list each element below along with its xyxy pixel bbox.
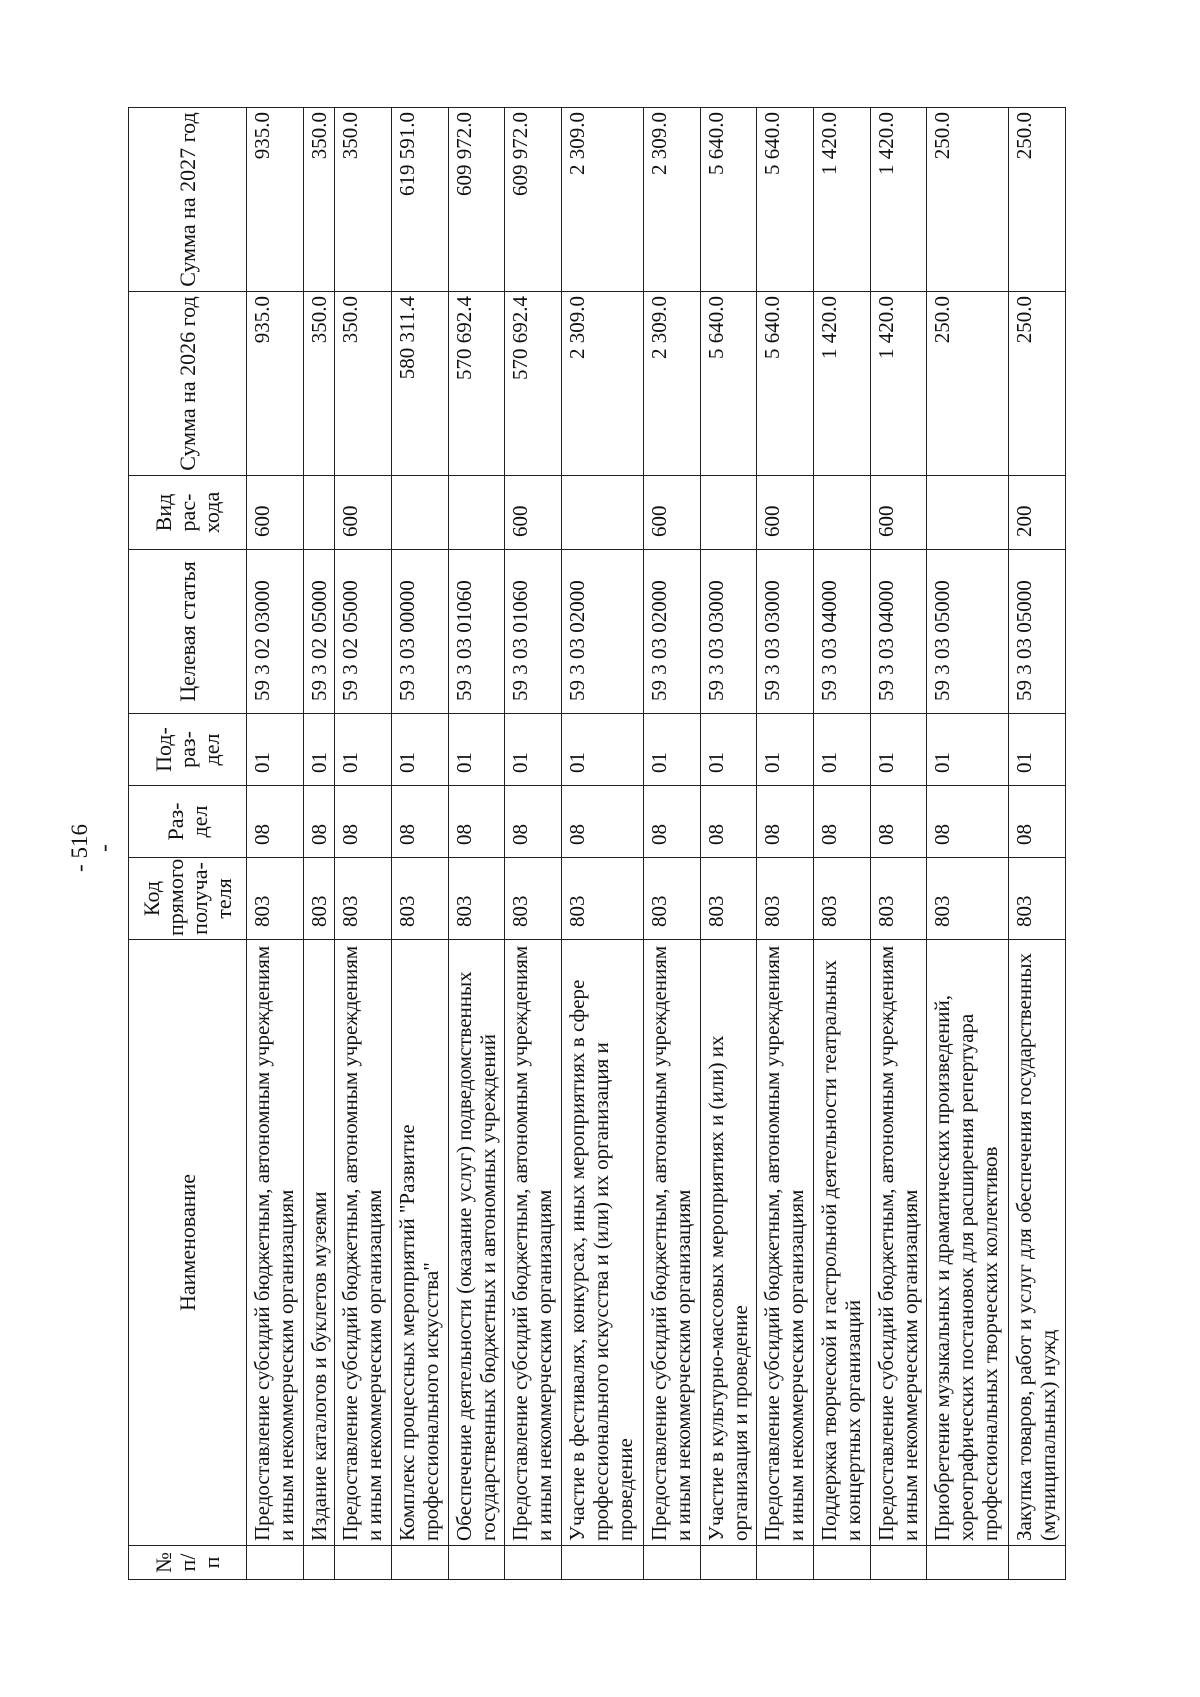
cell-vid	[303, 476, 335, 550]
cell-name: Предоставление субсидий бюджетным, автономным учреждениям и иным некоммерческим организациям	[643, 940, 700, 1546]
cell-name: Предоставление субсидий бюджетным, автономным учреждениям и иным некоммерческим организациям	[870, 940, 927, 1546]
cell-vid: 600	[335, 476, 392, 550]
cell-sum2027: 1 420.0	[870, 108, 927, 292]
cell-code: 803	[643, 858, 700, 940]
cell-vid	[561, 476, 643, 550]
header-sum2027: Сумма на 2027 год	[129, 108, 247, 292]
cell-tselevaya: 59 3 03 05000	[1009, 550, 1066, 714]
cell-vid	[700, 476, 757, 550]
cell-vid	[927, 476, 1009, 550]
table-row	[448, 108, 505, 1580]
table-row	[700, 108, 757, 1580]
cell-name: Поддержка творческой и гастрольной деятельности театральных и концертных организаций	[813, 940, 870, 1546]
cell-sum2026: 250.0	[1009, 292, 1066, 476]
budget-table-rotated	[128, 108, 1066, 1580]
cell-razdel: 08	[391, 786, 448, 858]
table-row	[303, 108, 335, 1580]
cell-vid: 200	[1009, 476, 1066, 550]
cell-code: 803	[505, 858, 562, 940]
cell-num	[813, 1546, 870, 1580]
cell-tselevaya: 59 3 03 03000	[700, 550, 757, 714]
cell-vid	[391, 476, 448, 550]
cell-podrazdel: 01	[247, 714, 304, 786]
cell-sum2027: 5 640.0	[700, 108, 757, 292]
cell-razdel: 08	[505, 786, 562, 858]
cell-sum2027: 609 972.0	[448, 108, 505, 292]
budget-table	[128, 107, 1066, 1580]
cell-podrazdel: 01	[1009, 714, 1066, 786]
cell-podrazdel: 01	[448, 714, 505, 786]
cell-num	[757, 1546, 814, 1580]
cell-sum2026: 5 640.0	[757, 292, 814, 476]
cell-sum2026: 935.0	[247, 292, 304, 476]
cell-code: 803	[870, 858, 927, 940]
cell-sum2026: 2 309.0	[643, 292, 700, 476]
cell-sum2027: 2 309.0	[643, 108, 700, 292]
cell-num	[303, 1546, 335, 1580]
cell-name: Предоставление субсидий бюджетным, автономным учреждениям и иным некоммерческим организациям	[757, 940, 814, 1546]
cell-podrazdel: 01	[927, 714, 1009, 786]
cell-code: 803	[335, 858, 392, 940]
cell-tselevaya: 59 3 03 02000	[643, 550, 700, 714]
cell-vid: 600	[870, 476, 927, 550]
cell-num	[870, 1546, 927, 1580]
header-sum2026: Сумма на 2026 год	[129, 292, 247, 476]
cell-razdel: 08	[643, 786, 700, 858]
table-row	[247, 108, 304, 1580]
table-row	[561, 108, 643, 1580]
header-razdel: Раз-дел	[129, 786, 247, 858]
cell-num	[700, 1546, 757, 1580]
cell-sum2027: 2 309.0	[561, 108, 643, 292]
cell-sum2027: 1 420.0	[813, 108, 870, 292]
cell-tselevaya: 59 3 02 05000	[303, 550, 335, 714]
table-row	[870, 108, 927, 1580]
cell-vid: 600	[247, 476, 304, 550]
cell-podrazdel: 01	[700, 714, 757, 786]
cell-razdel: 08	[1009, 786, 1066, 858]
cell-podrazdel: 01	[813, 714, 870, 786]
cell-code: 803	[1009, 858, 1066, 940]
cell-vid	[813, 476, 870, 550]
cell-sum2026: 250.0	[927, 292, 1009, 476]
cell-code: 803	[247, 858, 304, 940]
cell-razdel: 08	[303, 786, 335, 858]
header-podrazdel: Под-раз-дел	[129, 714, 247, 786]
cell-sum2026: 2 309.0	[561, 292, 643, 476]
cell-tselevaya: 59 3 03 05000	[927, 550, 1009, 714]
table-row	[335, 108, 392, 1580]
cell-tselevaya: 59 3 03 01060	[448, 550, 505, 714]
cell-vid	[448, 476, 505, 550]
cell-razdel: 08	[448, 786, 505, 858]
cell-razdel: 08	[927, 786, 1009, 858]
cell-tselevaya: 59 3 03 01060	[505, 550, 562, 714]
cell-podrazdel: 01	[391, 714, 448, 786]
cell-num	[561, 1546, 643, 1580]
cell-podrazdel: 01	[505, 714, 562, 786]
table-row	[505, 108, 562, 1580]
table-row	[813, 108, 870, 1580]
cell-name: Предоставление субсидий бюджетным, автономным учреждениям и иным некоммерческим организациям	[335, 940, 392, 1546]
cell-code: 803	[757, 858, 814, 940]
header-tselevaya: Целевая статья	[129, 550, 247, 714]
cell-code: 803	[700, 858, 757, 940]
cell-num	[448, 1546, 505, 1580]
cell-razdel: 08	[700, 786, 757, 858]
cell-sum2027: 250.0	[1009, 108, 1066, 292]
cell-code: 803	[927, 858, 1009, 940]
cell-sum2026: 580 311.4	[391, 292, 448, 476]
cell-name: Предоставление субсидий бюджетным, автономным учреждениям и иным некоммерческим организациям	[247, 940, 304, 1546]
cell-code: 803	[448, 858, 505, 940]
cell-razdel: 08	[870, 786, 927, 858]
header-code: Код прямого получа-теля	[129, 858, 247, 940]
cell-num	[1009, 1546, 1066, 1580]
table-header-row	[129, 108, 247, 1580]
cell-sum2027: 619 591.0	[391, 108, 448, 292]
cell-tselevaya: 59 3 03 03000	[757, 550, 814, 714]
cell-sum2027: 5 640.0	[757, 108, 814, 292]
cell-sum2026: 5 640.0	[700, 292, 757, 476]
header-name: Наименование	[129, 940, 247, 1546]
cell-tselevaya: 59 3 02 05000	[335, 550, 392, 714]
cell-tselevaya: 59 3 03 02000	[561, 550, 643, 714]
cell-razdel: 08	[757, 786, 814, 858]
cell-podrazdel: 01	[870, 714, 927, 786]
cell-code: 803	[303, 858, 335, 940]
page-number: - 516 -	[67, 824, 116, 872]
cell-sum2026: 350.0	[303, 292, 335, 476]
header-num: № п/п	[129, 1546, 247, 1580]
table-row	[757, 108, 814, 1580]
cell-razdel: 08	[247, 786, 304, 858]
cell-vid: 600	[643, 476, 700, 550]
cell-vid: 600	[505, 476, 562, 550]
cell-sum2027: 350.0	[303, 108, 335, 292]
cell-sum2027: 350.0	[335, 108, 392, 292]
cell-podrazdel: 01	[643, 714, 700, 786]
cell-name: Комплекс процессных мероприятий "Развитие профессионального искусства"	[391, 940, 448, 1546]
cell-sum2027: 935.0	[247, 108, 304, 292]
cell-tselevaya: 59 3 03 04000	[813, 550, 870, 714]
cell-razdel: 08	[813, 786, 870, 858]
cell-name: Обеспечение деятельности (оказание услуг) подведомственных государственных бюджетных и автономных учреждений	[448, 940, 505, 1546]
cell-sum2026: 1 420.0	[870, 292, 927, 476]
cell-name: Приобретение музыкальных и драматических произведений, хореографических постановок для расширения репертуара профессиональных творческих коллективов	[927, 940, 1009, 1546]
cell-tselevaya: 59 3 02 03000	[247, 550, 304, 714]
cell-code: 803	[813, 858, 870, 940]
cell-name: Закупка товаров, работ и услуг для обеспечения государственных (муниципальных) нужд	[1009, 940, 1066, 1546]
table-row	[391, 108, 448, 1580]
cell-num	[643, 1546, 700, 1580]
cell-sum2026: 350.0	[335, 292, 392, 476]
cell-sum2026: 570 692.4	[448, 292, 505, 476]
cell-name: Участие в культурно-массовых мероприятиях и (или) их организация и проведение	[700, 940, 757, 1546]
cell-num	[505, 1546, 562, 1580]
cell-razdel: 08	[561, 786, 643, 858]
cell-razdel: 08	[335, 786, 392, 858]
cell-num	[247, 1546, 304, 1580]
cell-tselevaya: 59 3 03 00000	[391, 550, 448, 714]
cell-name: Предоставление субсидий бюджетным, автономным учреждениям и иным некоммерческим организациям	[505, 940, 562, 1546]
cell-name: Издание каталогов и буклетов музеями	[303, 940, 335, 1546]
cell-podrazdel: 01	[561, 714, 643, 786]
table-row	[643, 108, 700, 1580]
cell-podrazdel: 01	[335, 714, 392, 786]
cell-sum2027: 250.0	[927, 108, 1009, 292]
cell-code: 803	[391, 858, 448, 940]
table-row	[927, 108, 1009, 1580]
cell-name: Участие в фестивалях, конкурсах, иных мероприятиях в сфере профессионального искусства и (или) их организация и проведение	[561, 940, 643, 1546]
cell-code: 803	[561, 858, 643, 940]
cell-vid: 600	[757, 476, 814, 550]
cell-num	[335, 1546, 392, 1580]
cell-sum2026: 1 420.0	[813, 292, 870, 476]
cell-podrazdel: 01	[303, 714, 335, 786]
cell-num	[391, 1546, 448, 1580]
cell-tselevaya: 59 3 03 04000	[870, 550, 927, 714]
cell-sum2027: 609 972.0	[505, 108, 562, 292]
table-row	[1009, 108, 1066, 1580]
header-vid: Вид рас-хода	[129, 476, 247, 550]
cell-podrazdel: 01	[757, 714, 814, 786]
cell-num	[927, 1546, 1009, 1580]
cell-sum2026: 570 692.4	[505, 292, 562, 476]
